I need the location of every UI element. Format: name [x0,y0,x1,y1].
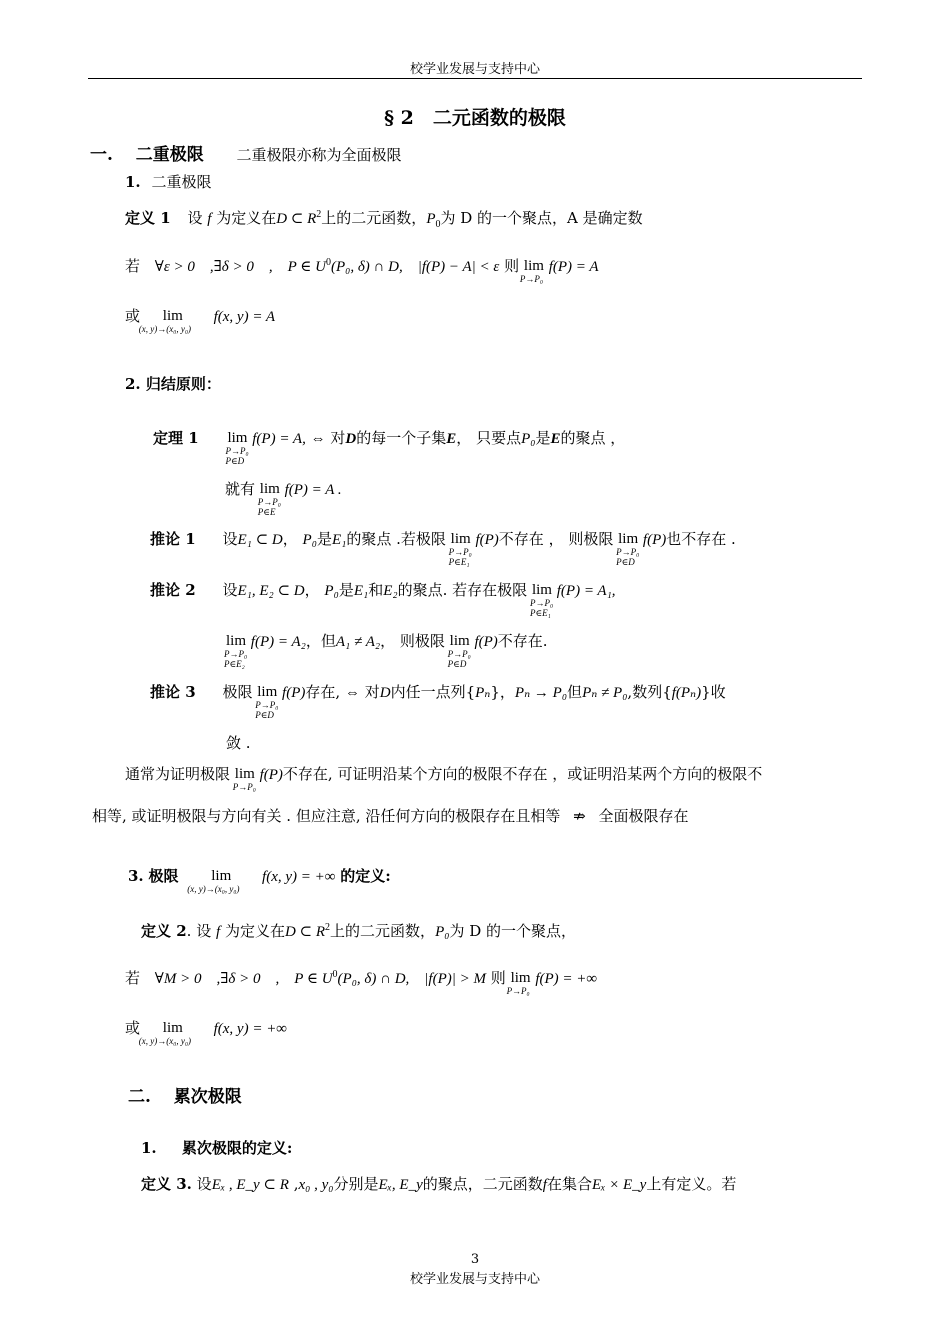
def1-lim2: lim (x, y)→(x₀, y₀) [138,308,192,334]
note-lim-sub: P→P₀ [232,782,256,792]
section2-num: 二. [128,1087,151,1107]
section2-heading [128,1087,242,1107]
cor2-expr2: f(P) = A₂ [250,634,306,650]
cor2-lim2: lim P→P₀ P∈E₂ [226,631,246,651]
def2-p0: P₀ [435,924,450,940]
cor3-text: ,数列{ [627,683,672,701]
cor1-text: 是 [316,530,332,548]
cor2-neq: A₁ ≠ A₂ [335,634,381,650]
cor1-lim2: lim P→P₀ P∈D [618,529,638,549]
cor1-text: ， [282,530,298,548]
def2-lim: lim P→P₀ [506,970,531,996]
cor1-lim2-sub: P→P₀ P∈D [616,547,640,567]
def2-concl: f(P) = +∞ [535,971,598,987]
sub3-text: 的定义: [340,867,391,885]
section1-num: 一. [90,145,113,165]
corollary-3 [150,682,726,720]
theorem-1 [153,428,626,466]
header-rule [88,78,862,79]
sub3-lim: lim (x, y)→(x₀, y₀) [187,868,240,894]
corollary-2-cont [224,631,548,669]
def1-or: 或 [125,307,141,325]
page-header: 校学业发展与支持中心 [409,62,540,77]
cor2-text: 的聚点. 若存在极限 [397,581,528,599]
note-line-1 [125,764,763,792]
page-number: 3 [470,1252,480,1267]
def2-text: 为定义在 [224,922,285,940]
def1-alt [125,306,276,334]
cor3-fp: f(P) [282,685,306,701]
cor3-D: D [379,685,391,701]
cor3-pn2: Pₙ → P₀ [514,685,568,701]
def1-text: 为定义在 [216,209,277,227]
cor2-expr1: f(P) = A₁, [556,583,616,599]
def1-p0-sub: 0 [435,219,441,230]
def1-cond2: (P₀, δ) ∩ D, |f(P) − A| < ε [330,259,500,275]
thm1-text: ， 只要点 [456,429,522,447]
thm1-text: 的每一个子集 [356,429,447,447]
def1-lim-sub: P→P₀ [519,274,544,284]
cor1-e1: E₁ ⊂ D [237,532,283,548]
cor2-text: 是 [338,581,354,599]
def2-text: 为 D 的一个聚点， [449,922,577,940]
cor2-text: ，但 [305,632,336,650]
cor1-text: 设 [222,530,238,548]
cor3-iff: ⇔ [344,685,360,701]
cor3-lim-sub: P→P₀ P∈D [255,700,279,720]
def3-text: , [293,1175,299,1193]
cor2-text: ， [304,581,320,599]
cor1-fp: f(P) [475,532,499,548]
def2-lim2-sub: (x, y)→(x₀, y₀) [138,1036,192,1046]
section1-note: 二重极限亦称为全面极限 [236,146,402,164]
sub3-text: 极限 [148,867,179,885]
thm1-lim2: lim P→P₀ P∈E [260,479,280,499]
def3-text: 分别是 [333,1175,379,1193]
cor1-label: 推论 1 [150,530,196,548]
def3-label: 定义 3. [141,1175,192,1193]
sub3-num: 3. [128,867,144,885]
cor2-label: 推论 2 [150,581,196,599]
def1-set: D ⊂ R [276,211,317,227]
def1-cond: ∀ε > 0 ,∃δ > 0 , P ∈ U [154,259,326,275]
cor2-text: 设 [222,581,238,599]
def2-label: 定义 2 [141,922,187,940]
def1-f: f [207,211,212,227]
page-title: § 2 二元函数的极限 [384,107,566,129]
cor2-e12: E₁, E₂ ⊂ D [237,583,305,599]
thm1-expr: f(P) = A, [252,431,306,447]
cor3-fpn: f(Pₙ) [671,685,702,701]
cor1-text: 不存在 ， 则极限 [498,530,614,548]
thm1-P0: P₀ [521,431,536,447]
cor3-lim: lim P→P₀ P∈D [257,682,277,702]
def1-label: 定义 1 [125,209,171,227]
cor3-text: 存在, [305,683,341,701]
thm1-expr2: f(P) = A . [284,482,342,498]
def2-set: D ⊂ R [284,924,326,940]
cor2-e1: E₁ [353,583,369,599]
thm1-label: 定理 1 [153,429,199,447]
cor1-fp2: f(P) [642,532,667,548]
def1-text: 上的二元函数， [321,209,427,227]
def3-x0: x₀ , y₀ [298,1177,334,1193]
note-text: 不存在, 可证明沿某个方向的极限不存在 ，或证明沿某两个方向的极限不 [282,765,763,783]
subsection-1-label: 二重极限 [151,173,212,191]
page-footer: 校学业发展与支持中心 [409,1272,540,1287]
def2-text: 上的二元函数， [330,922,436,940]
cor2-lim1: lim P→P₀ P∈E₁ [532,580,552,600]
def3-text: 设 [196,1175,212,1193]
cor2-text: 不存在. [497,632,548,650]
def1-concl2: f(x, y) = A [213,309,276,325]
thm1-then: 就有 [225,480,256,498]
cor2-text: ， 则极限 [380,632,445,650]
cor2-e2: E₂ [383,583,398,599]
def2-sup: 2 [325,922,331,933]
section1-heading [90,145,402,165]
note-text: 通常为证明极限 [125,765,231,783]
cor3-text: }收 [701,683,726,701]
cor2-p0: P₀ [324,583,339,599]
def2-alt [125,1018,288,1046]
cor2-lim3: lim P→P₀ P∈D [450,631,470,651]
def2-if: 若 [125,969,141,987]
cor1-p0: P₀ [302,532,317,548]
note-fp: f(P) [259,767,283,783]
def2-f: f [216,924,221,940]
def1-lim: lim P→P₀ [519,258,544,284]
def3-ex: Eₓ , E_y ⊂ R [211,1177,289,1193]
definition-1 [125,208,643,229]
sub3-lim-sub: (x, y)→(x₀, y₀) [187,884,240,894]
def2-then: 则 [490,969,506,987]
thm1-lim-sub: P→P₀ P∈D [225,446,249,466]
subsection-1-num: 1. [125,173,141,191]
def2-or: 或 [125,1019,141,1037]
subsection-3 [128,866,391,894]
note-nimpl: ⇏ [573,809,586,825]
def2-lim2: lim (x, y)→(x₀, y₀) [138,1020,192,1046]
definition-2 [141,921,576,942]
definition-3 [141,1174,736,1195]
section2-title: 累次极限 [173,1087,242,1107]
cor2-lim1-sub: P→P₀ P∈E₁ [529,598,554,618]
cor1-text: 的聚点 .若极限 [346,530,446,548]
note-text: 全面极限存在 [598,807,689,825]
def1-cond-sup: 0 [325,257,331,268]
cor3-text: }， [490,683,515,701]
corollary-3-cont: 敛 . [226,734,251,752]
thm1-text: 是 [535,429,551,447]
note-line-2 [92,806,689,827]
def3-f: f [542,1177,547,1193]
cor3-text: 对 [364,683,380,701]
cor1-lim1-sub: P→P₀ P∈E₁ [448,547,472,567]
thm1-E2: E [550,431,561,447]
thm1-text: 的聚点 ， [560,429,626,447]
def3-text: 上有定义。若 [646,1175,737,1193]
def3-text: 的聚点，二元函数 [422,1175,543,1193]
corollary-1 [150,529,736,567]
thm1-iff: ⇔ [310,431,326,447]
def2-condition [125,968,598,996]
note-text: 相等, 或证明极限与方向有关 . 但应注意, 沿任何方向的极限存在且相等 [92,807,561,825]
def1-then: 则 [504,257,520,275]
subsection-2: 2. 归结原则： [125,375,221,393]
section1-title: 二重极限 [135,145,204,165]
sub4-num: 1. [141,1139,157,1157]
def3-prod: Eₓ × E_y [591,1177,647,1193]
cor1-e1b: E₁ [331,532,347,548]
def2-cond2: (P₀, δ) ∩ D, |f(P)| > M [337,971,486,987]
thm1-lim: lim P→P₀ P∈D [227,428,247,448]
def3-text: 在集合 [546,1175,592,1193]
cor2-lim2-sub: P→P₀ P∈E₂ [224,649,248,669]
def1-condition [125,256,599,284]
note-lim: lim P→P₀ [232,766,256,792]
def2-cond: ∀M > 0 ,∃δ > 0 , P ∈ U [154,971,333,987]
def2-concl2: f(x, y) = +∞ [213,1021,288,1037]
def3-exy: Eₓ, E_y [378,1177,423,1193]
def2-cond-sup: 0 [332,969,338,980]
cor1-text: 也不存在 . [666,530,736,548]
def2-text: . 设 [186,922,212,940]
cor3-pn3: Pₙ ≠ P₀ [582,685,628,701]
sub4-label: 累次极限的定义: [181,1139,293,1157]
cor3-text: 极限 [222,683,253,701]
cor2-text: 和 [368,581,384,599]
def1-sup: 2 [316,209,322,220]
cor3-text: 但 [567,683,583,701]
def1-text: 设 [187,209,203,227]
def1-p0: P [426,211,436,227]
cor3-text: 内任一点列{ [390,683,476,701]
cor3-label: 推论 3 [150,683,196,701]
cor2-fp: f(P) [474,634,498,650]
thm1-lim2-sub: P→P₀ P∈E [257,497,281,517]
cor1-lim1: lim P→P₀ P∈E₁ [451,529,471,549]
subsection-1 [125,172,211,192]
thm1-E: E [446,431,457,447]
thm1-D: D [345,431,357,447]
def1-lim2-sub: (x, y)→(x₀, y₀) [138,324,192,334]
def2-lim-sub: P→P₀ [506,986,530,996]
cor3-pn: Pₙ [475,685,491,701]
subsection-4 [141,1138,292,1158]
def1-concl: f(P) = A [548,259,599,275]
thm1-text: 对 [330,429,346,447]
corollary-2 [150,580,616,618]
def1-text: 为 D 的一个聚点，A 是确定数 [440,209,643,227]
cor2-lim3-sub: P→P₀ P∈D [447,649,471,669]
theorem-1-conclusion [225,479,342,517]
def1-if: 若 [125,257,141,275]
sub3-expr: f(x, y) = +∞ [262,869,336,885]
